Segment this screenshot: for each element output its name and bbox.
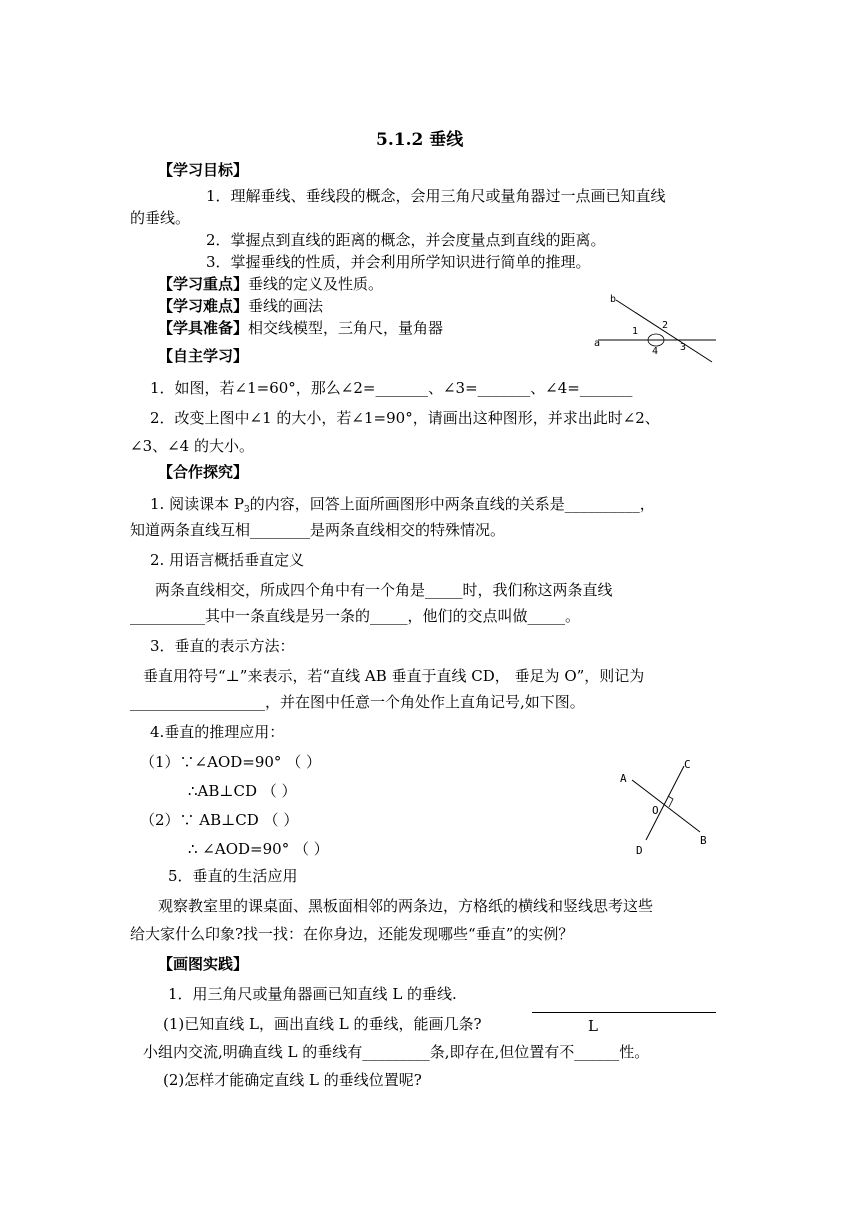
self-study-heading: 【自主学习】 [158,347,249,365]
line-ab [632,780,700,832]
self-study-q2-line2: ∠3、∠4 的大小。 [130,437,254,455]
angle-2-arc [648,334,664,340]
drawing-q1: 1．用三角尺或量角器画已知直线 L 的垂线. [168,985,457,1003]
page-title: 5.1.2 垂线 [376,130,464,150]
cooperate-q5-line2: 给大家什么印象?找一找：在你身边，还能发现哪些“垂直”的实例？ [130,925,574,943]
reasoning-row-2: ∴AB⊥CD （ ） [188,782,297,800]
drawing-q1-2: (2)怎样才能确定直线 L 的垂线位置呢? [163,1071,422,1089]
cooperate-q3-line2: __________________，并在图中任意一个角处作上直角记号,如下图。 [130,693,585,711]
label-angle-4: 4 [652,346,659,357]
label-B: B [700,834,707,847]
label-angle-3: 3 [680,342,687,353]
drawing-heading: 【画图实践】 [158,955,249,973]
objective-3: 3．掌握垂线的性质，并会利用所学知识进行简单的推理。 [206,253,591,271]
line-b [616,300,712,362]
difficulty [158,296,323,316]
reasoning-row-1: （1）∵∠AOD=90° （ ） [140,753,321,771]
drawing-q1-1: (1)已知直线 L，画出直线 L 的垂线，能画几条? [163,1015,482,1033]
cooperate-q2: 2. 用语言概括垂直定义 [150,551,305,569]
label-O: O [652,804,659,817]
cooperate-q2-line1: 两条直线相交，所成四个角中有一个角是_____时，我们称这两条直线 [155,581,613,599]
objective-1-line2: 的垂线。 [130,209,191,227]
intersecting-lines-figure [590,292,730,364]
drawing-q1-1-line2: 小组内交流,明确直线 L 的垂线有_________条,即存在,但位置有不______性。 [143,1043,650,1061]
cooperate-heading: 【合作探究】 [158,463,249,481]
cooperate-q5-line1: 观察教室里的课桌面、黑板面相邻的两条边，方格纸的横线和竖线思考这些 [158,897,654,915]
cooperate-q2-line2: __________其中一条直线是另一条的_____，他们的交点叫做_____。 [130,607,581,625]
tools-label: 【学具准备】 [158,319,249,337]
cooperate-q1-pre: 1. 阅读课本 P [150,495,244,513]
tools-text: 相交线模型，三角尺，量角器 [248,319,444,337]
difficulty-label: 【学习难点】 [158,297,249,315]
right-angle-mark [668,796,673,807]
cooperate-q5: 5．垂直的生活应用 [168,867,298,885]
cooperate-q1-line2: 知道两条直线互相________是两条直线相交的特殊情况。 [130,521,506,539]
reasoning-row-4: ∴ ∠AOD=90° （ ） [188,840,329,858]
difficulty-text: 垂线的画法 [248,297,324,315]
key-point-label: 【学习重点】 [158,275,249,293]
label-A: A [620,772,627,785]
label-D: D [636,844,643,857]
label-a: a [594,338,601,349]
objective-1-line1: 1．理解垂线、垂线段的概念，会用三角尺或量角器过一点画已知直线 [206,187,666,205]
cooperate-q3: 3．垂直的表示方法： [150,637,295,655]
perpendicular-figure [610,752,720,862]
cooperate-q1-sub: 3 [243,505,250,515]
key-point [158,274,383,294]
line-l-label: L [588,1017,598,1035]
key-point-text: 垂线的定义及性质。 [248,275,384,293]
tools [158,318,443,338]
label-b: b [610,294,617,305]
cooperate-q1-post: 的内容，回答上面所画图形中两条直线的关系是__________， [249,495,655,513]
self-study-q1: 1．如图，若∠1=60°，那么∠2=_______、∠3=_______、∠4=_______ [150,379,633,397]
label-C: C [684,758,691,771]
objective-2: 2．掌握点到直线的距离的概念，并会度量点到直线的距离。 [206,231,606,249]
cooperate-q1-line1 [150,494,655,520]
label-angle-2: 2 [662,320,669,331]
line-l [532,1012,716,1013]
label-angle-1: 1 [632,326,639,337]
reasoning-row-3: （2）∵ AB⊥CD （ ） [140,811,299,829]
self-study-q2-line1: 2．改变上图中∠1 的大小，若∠1=90°，请画出这种图形，并求出此时∠2、 [150,409,660,427]
line-cd [646,766,684,840]
objectives-heading: 【学习目标】 [158,161,249,179]
cooperate-q4: 4.垂直的推理应用： [150,723,285,741]
cooperate-q3-line1: 垂直用符号“⊥”来表示，若“直线 AB 垂直于直线 CD， 垂足为 O”，则记为 [143,667,645,685]
